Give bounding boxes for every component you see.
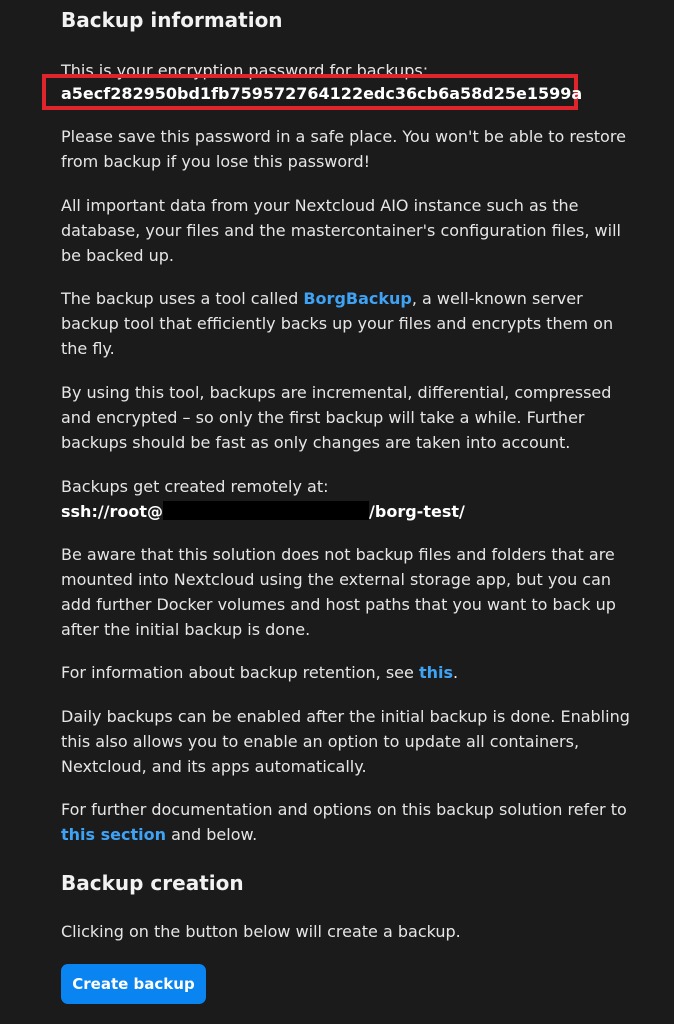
tool-prefix: The backup uses a tool called — [61, 289, 304, 308]
retention-prefix: For information about backup retention, see — [61, 663, 419, 682]
docs-prefix: For further documentation and options on this backup solution refer to — [61, 800, 627, 819]
retention-notice — [61, 660, 636, 685]
remote-location — [61, 499, 636, 524]
redacted-host — [163, 501, 369, 520]
retention-link[interactable]: this — [418, 663, 453, 682]
daily-backups-notice: Daily backups can be enabled after the initial backup is done. Enabling this also allows you to enable an option to update all containers, Nextcloud, and its apps automatically. — [61, 707, 630, 776]
create-backup-button[interactable]: Create backup — [61, 964, 206, 1004]
backed-up-data-notice: All important data from your Nextcloud AIO instance such as the database, your files and the mastercontainer's configuration files, will be backed up. — [61, 196, 621, 265]
documentation-notice — [61, 797, 636, 847]
remote-prefix: ssh://root@ — [61, 502, 164, 521]
remote-location-label: Backups get created remotely at: — [61, 477, 329, 496]
documentation-section-link[interactable]: this section — [61, 825, 166, 844]
borgbackup-link[interactable]: BorgBackup — [303, 289, 412, 308]
backup-tool-notice — [61, 286, 636, 361]
save-password-notice: Please save this password in a safe place. You won't be able to restore from backup if you lose this password! — [61, 127, 626, 171]
backup-creation-description: Clicking on the button below will create a backup. — [61, 922, 461, 941]
backup-information-heading: Backup information — [61, 8, 283, 32]
external-storage-notice: Be aware that this solution does not backup files and folders that are mounted into Nextcloud using the external storage app, but you can add further Docker volumes and host paths that you want to back up after the initial backup is done. — [61, 545, 616, 639]
password-label: This is your encryption password for backups: — [61, 61, 429, 80]
docs-suffix: and below. — [166, 825, 258, 844]
backup-creation-heading: Backup creation — [61, 871, 244, 895]
remote-suffix: /borg-test/ — [369, 502, 465, 521]
retention-suffix: . — [452, 663, 459, 682]
tool-suffix: , a well-known server backup tool that efficiently backs up your files and encrypts them on the fly. — [61, 289, 614, 358]
incremental-notice: By using this tool, backups are incremental, differential, compressed and encrypted – so only the first backup will take a while. Further backups should be fast as only changes are taken into account. — [61, 383, 612, 452]
encryption-password: a5ecf282950bd1fb759572764122edc36cb6a58d25e1599a — [61, 84, 583, 103]
